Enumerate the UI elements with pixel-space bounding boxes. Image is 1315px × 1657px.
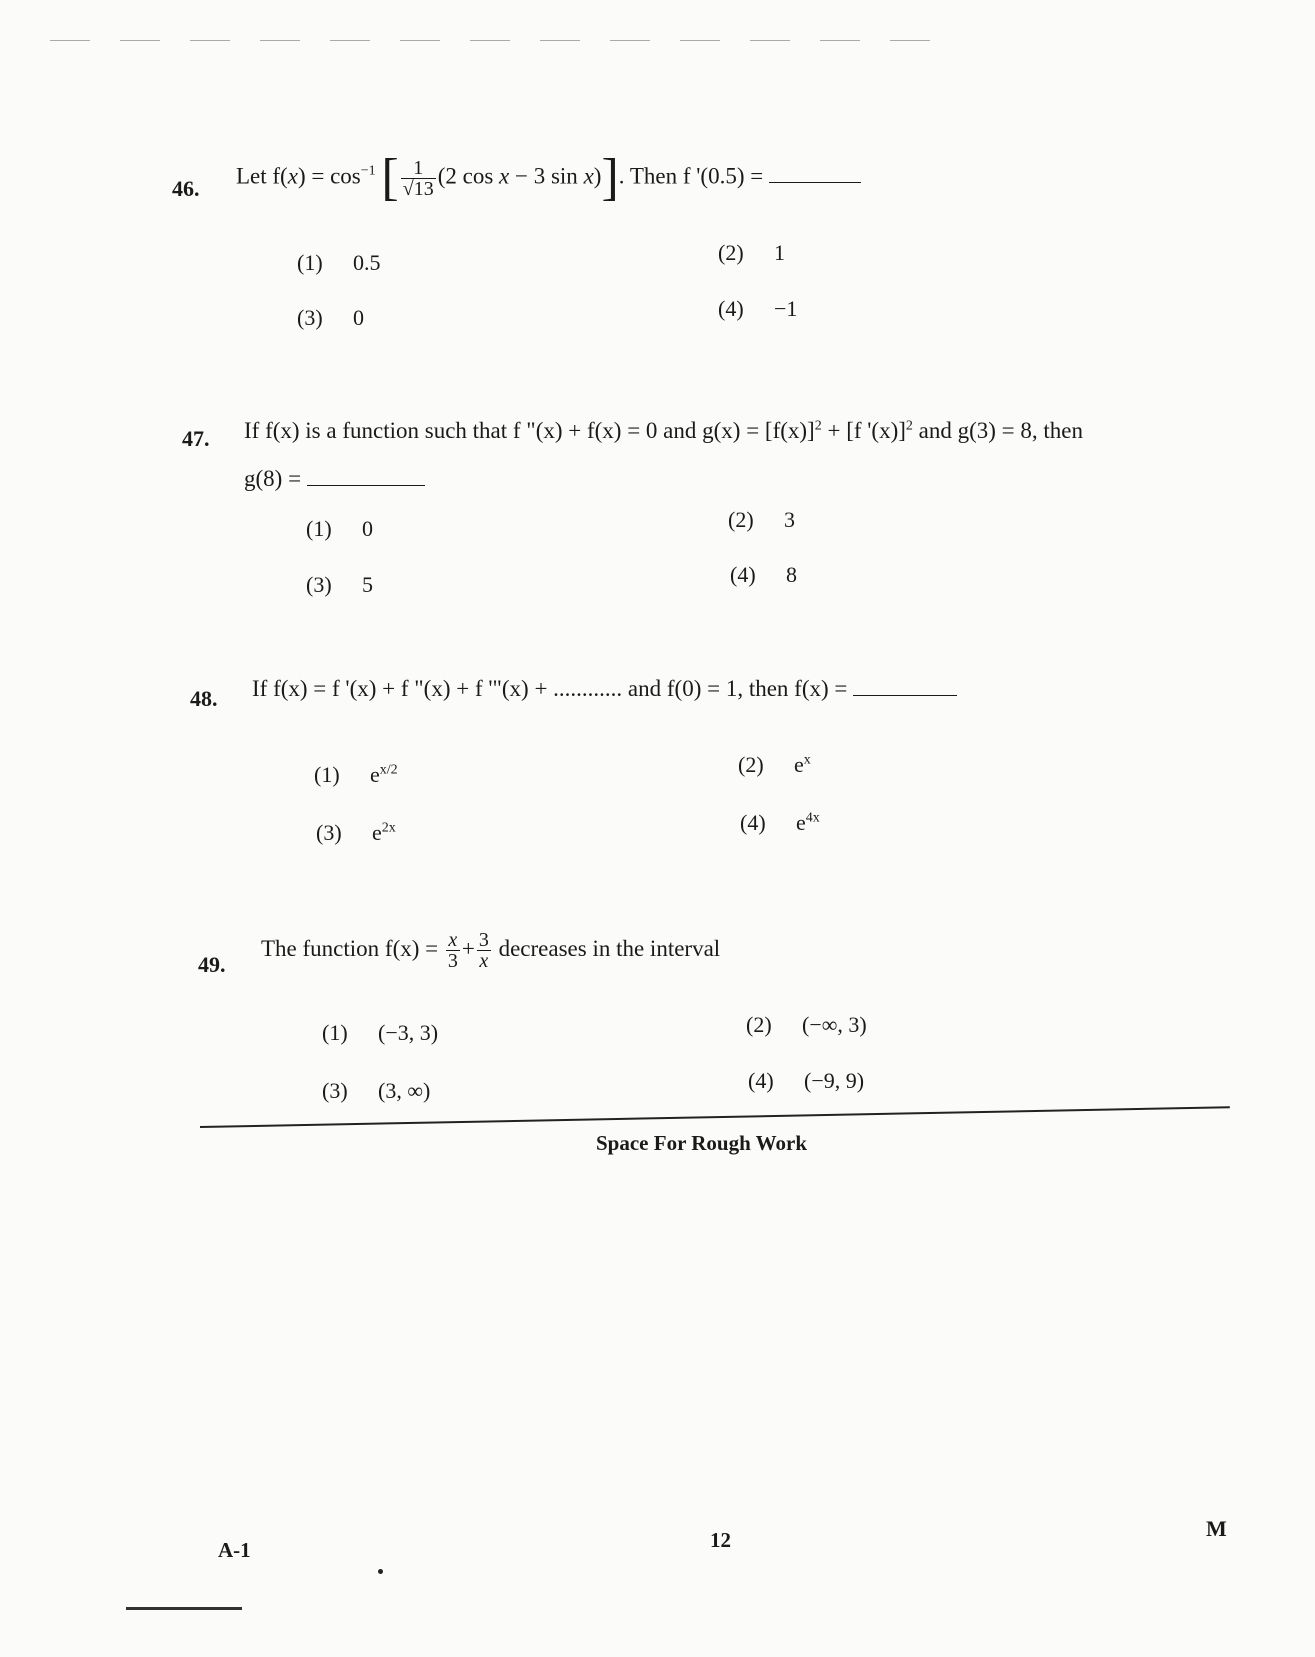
rough-work-label: Space For Rough Work	[596, 1131, 808, 1155]
question-49-stem: The function f(x) = $\frac{x}{3}$ + $\frac{3}{x}$ decreases in the interval	[261, 929, 721, 972]
question-47-number: 47.	[182, 426, 210, 451]
fraction-1-over-root13: $\frac{1}{√13}$	[402, 156, 434, 200]
fraction-x-over-3: $\frac{x}{3}$	[447, 929, 458, 972]
question-47-option-2[interactable]: (2) 3	[728, 507, 795, 532]
question-48-option-4[interactable]: (4) $e^{4x}$	[740, 810, 820, 835]
question-48-number: 48.	[190, 686, 218, 711]
question-46-option-4[interactable]: (4) −1	[718, 296, 798, 321]
question-48-option-3[interactable]: (3) $e^{2x}$	[316, 820, 396, 845]
question-48-option-2[interactable]: (2) $e^x$	[738, 752, 811, 777]
scan-artifact-dashes	[50, 40, 930, 41]
question-49-option-3[interactable]: (3) (3, ∞)	[322, 1078, 431, 1103]
question-47-option-3[interactable]: (3) 5	[306, 572, 373, 597]
question-49-number: 49.	[198, 952, 226, 977]
answer-blank	[769, 181, 861, 183]
question-47-option-1[interactable]: (1) 0	[306, 516, 373, 541]
question-48-stem: If f(x) = f '(x) + f "(x) + f '"(x) + ............ and f(0) = 1, then f(x) =	[252, 676, 957, 702]
question-49-option-1[interactable]: (1) (−3, 3)	[322, 1020, 439, 1045]
scan-artifact-dot	[378, 1569, 383, 1574]
left-bracket: [	[381, 149, 399, 206]
footer-page-number: 12	[710, 1528, 731, 1552]
question-47-stem-line2: g(8) =	[244, 466, 425, 492]
question-46-option-1[interactable]: (1) 0.5	[297, 250, 381, 275]
question-47-option-4[interactable]: (4) 8	[730, 562, 797, 587]
answer-blank	[307, 484, 425, 486]
question-46-stem: Let $f(x) = \cos^{-1}$ [ $\frac{1}{√13}$ (2 cos x − 3 sin x)]. Then f '(0.5) =	[236, 152, 861, 204]
rough-work-divider	[200, 1106, 1230, 1128]
question-47-stem-line1: If f(x) is a function such that f "(x) + f(x) = 0 and $g(x) = [f(x)]^2 + [f$ '(x)]$^2$ and g(3) = 8, then	[244, 418, 1084, 443]
question-46-option-3[interactable]: (3) 0	[297, 305, 364, 330]
answer-blank	[853, 694, 957, 696]
question-49-option-4[interactable]: (4) (−9, 9)	[748, 1068, 865, 1093]
fraction-3-over-x: $\frac{3}{x}$	[478, 929, 489, 972]
question-48-option-1[interactable]: (1) $e^{x/2}$	[314, 762, 398, 787]
scan-artifact-mark	[126, 1607, 242, 1610]
right-bracket: ]	[601, 149, 619, 206]
question-46-number: 46.	[172, 176, 200, 201]
question-46-option-2[interactable]: (2) 1	[718, 240, 785, 265]
footer-series-letter: M	[1206, 1516, 1227, 1541]
question-49-option-2[interactable]: (2) (−∞, 3)	[746, 1012, 867, 1037]
footer-booklet-code: A-1	[218, 1538, 251, 1562]
